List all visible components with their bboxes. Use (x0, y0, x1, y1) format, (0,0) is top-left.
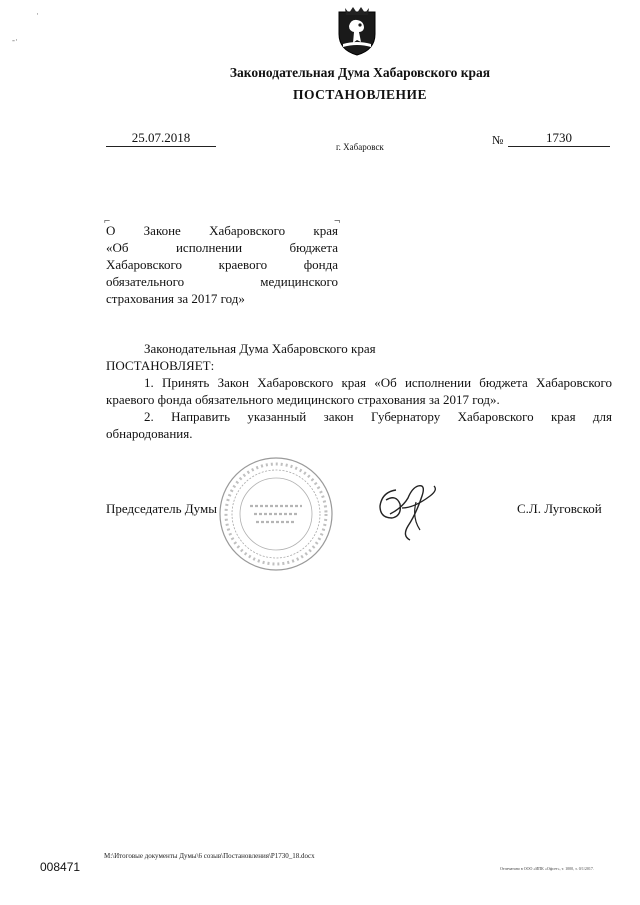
handwritten-signature (372, 478, 442, 544)
print-note: Отпечатано в ООО «ИПК «Офсет», т. 1000, з. 0/1/2017. (500, 866, 594, 871)
subject-line: Хабаровского краевого фонда (106, 257, 338, 272)
resolution-item-2-line-2: обнародования. (106, 426, 193, 441)
document-city: г. Хабаровск (336, 142, 384, 152)
document-number: 1730 (508, 130, 610, 147)
subject-line: О Законе Хабаровского края (106, 223, 338, 238)
resolution-item-1-line-2: краевого фонда обязательного медицинского страхования за 2017 год». (106, 392, 500, 407)
resolution-intro: Законодательная Дума Хабаровского края (144, 341, 376, 356)
resolution-item-2-line-1: 2. Направить указанный закон Губернатору Хабаровского края для (144, 409, 612, 424)
serial-number: 008471 (40, 860, 81, 874)
subject-line: «Об исполнении бюджета (106, 240, 338, 255)
signatory-name: С.Л. Луговской (517, 501, 602, 516)
signatory-title: Председатель Думы (106, 501, 217, 516)
scan-speck: · (36, 9, 39, 19)
scan-speck: -· (12, 35, 18, 45)
resolution-verb: ПОСТАНОВЛЯЕТ: (106, 358, 215, 373)
subject-line: страхования за 2017 год» (106, 291, 245, 306)
corner-mark-left-icon: ⌐ (104, 215, 111, 227)
subject-line: обязательного медицинского (106, 274, 338, 289)
file-path: М:\Итоговые документы Думы\6 созыв\Постановления\Р1730_18.docx (104, 852, 315, 860)
number-sign: № (492, 133, 504, 147)
resolution-body (106, 340, 612, 442)
document-type: ПОСТАНОВЛЕНИЕ (292, 87, 428, 102)
official-stamp (216, 454, 336, 574)
document-subject (104, 215, 341, 307)
coat-of-arms-icon (337, 4, 377, 56)
corner-mark-right-icon: ¬ (334, 215, 341, 227)
document-date: 25.07.2018 (106, 130, 216, 147)
issuer-name: Законодательная Дума Хабаровского края (229, 65, 491, 80)
resolution-item-1-line-1: 1. Принять Закон Хабаровского края «Об исполнении бюджета Хабаровского (144, 375, 612, 390)
